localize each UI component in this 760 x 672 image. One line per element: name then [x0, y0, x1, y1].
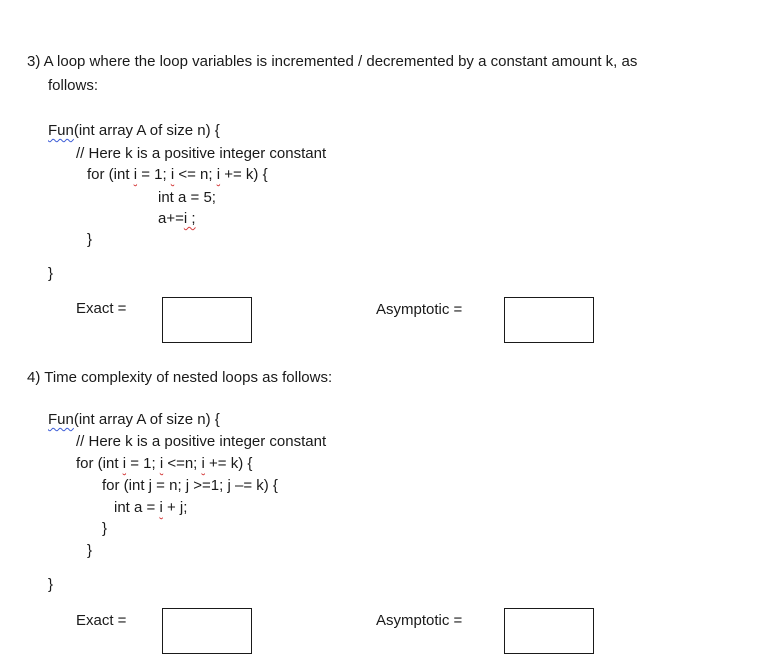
q4-close-outer: } — [48, 576, 54, 593]
q4-asymptotic-answer-box[interactable] — [504, 608, 594, 654]
q3-var-i: i — [170, 166, 175, 183]
q3-fun-keyword: Fun — [48, 122, 74, 139]
q3-fun-params: (int array A of size n) { — [73, 122, 220, 139]
q4-outer-for — [76, 455, 252, 473]
q3-for-loop — [87, 166, 268, 184]
q4-for-mid1: = 1; — [126, 455, 160, 472]
q4-close-mid: } — [87, 542, 93, 559]
q4-fun-keyword: Fun — [48, 411, 74, 428]
q4-asymptotic-label: Asymptotic = — [376, 612, 463, 629]
q3-body2-pre: a+= — [158, 210, 184, 227]
q3-for-mid1: = 1; — [137, 166, 171, 183]
q3-for-mid2: <= n; — [174, 166, 217, 183]
q3-asymptotic-label: Asymptotic = — [376, 301, 463, 318]
q3-var-i: i — [133, 166, 138, 183]
q3-for-pre: for (int — [87, 166, 134, 183]
q4-body-post: + j; — [162, 499, 188, 516]
q4-heading: 4) Time complexity of nested loops as follows: — [27, 369, 333, 386]
q4-var-i: i — [122, 455, 127, 472]
q3-body-line2 — [158, 210, 196, 228]
q4-body-line — [114, 499, 187, 517]
q3-fun-signature — [48, 122, 220, 140]
q4-comment: // Here k is a positive integer constant — [76, 433, 327, 450]
q4-var-i: i — [201, 455, 205, 472]
q4-body-pre: int a = — [114, 499, 160, 516]
q3-close-outer: } — [48, 265, 54, 282]
q3-var-i: i — [216, 166, 221, 183]
q4-exact-label: Exact = — [76, 612, 127, 629]
q4-fun-params: (int array A of size n) { — [73, 411, 220, 428]
q3-close-inner: } — [87, 231, 93, 248]
q3-exact-label: Exact = — [76, 300, 127, 317]
q4-for-mid2: <=n; — [163, 455, 202, 472]
q3-heading-line2: follows: — [48, 77, 99, 94]
q3-exact-answer-box[interactable] — [162, 297, 252, 343]
q3-for-end: += k) { — [220, 166, 268, 183]
q3-body2-var: i ; — [183, 210, 196, 227]
q4-for-end: += k) { — [204, 455, 253, 472]
q3-body-line1: int a = 5; — [158, 189, 216, 206]
q4-for-pre: for (int — [76, 455, 123, 472]
q4-fun-signature — [48, 411, 220, 429]
q3-heading-line1: 3) A loop where the loop variables is incremented / decremented by a constant amount k, as — [27, 53, 638, 70]
q4-body-var: i — [159, 499, 163, 516]
q3-asymptotic-answer-box[interactable] — [504, 297, 594, 343]
q4-var-i: i — [159, 455, 164, 472]
q3-comment: // Here k is a positive integer constant — [76, 145, 327, 162]
q4-inner-for: for (int j = n; j >=1; j –= k) { — [102, 477, 278, 494]
q4-exact-answer-box[interactable] — [162, 608, 252, 654]
q4-close-inner: } — [102, 520, 108, 537]
